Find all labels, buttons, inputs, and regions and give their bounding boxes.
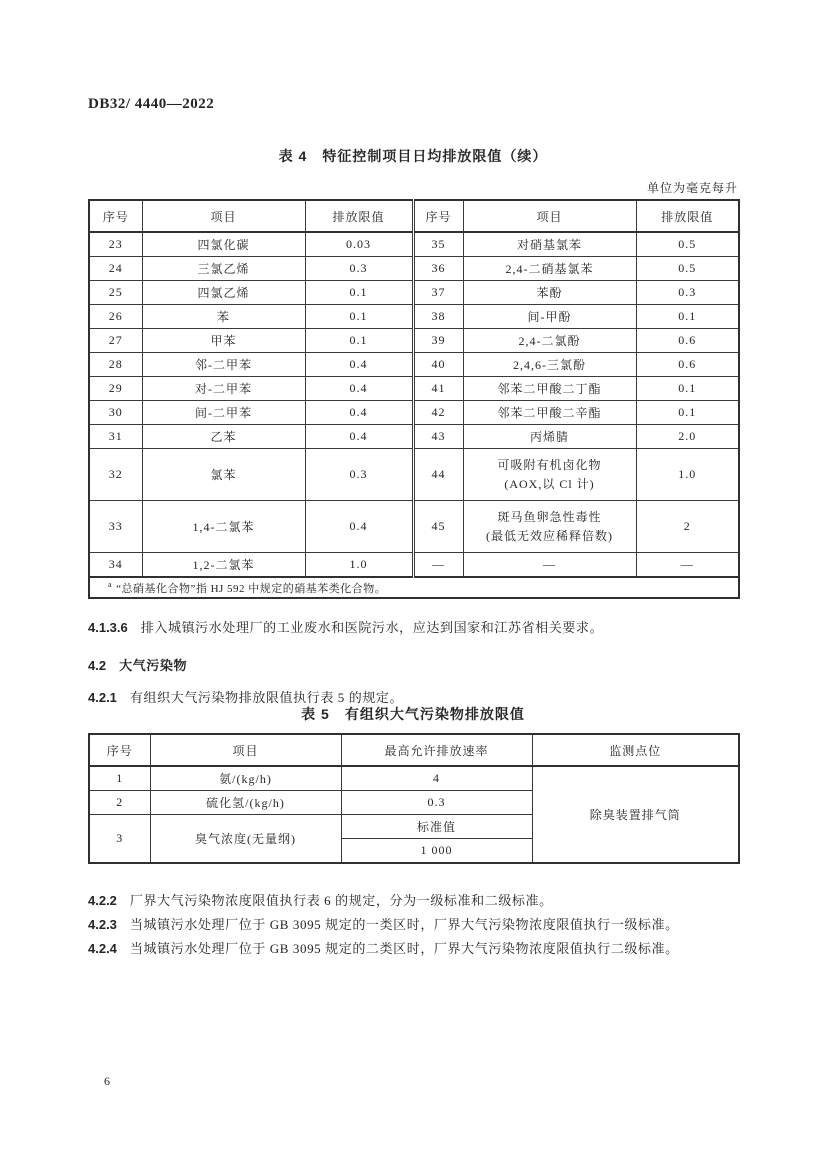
table-cell: 38 [413,305,463,329]
table-cell: 34 [89,553,142,578]
table-cell: 39 [413,329,463,353]
table-cell: 氯苯 [142,449,305,501]
table-cell: 43 [413,425,463,449]
table-cell: 0.4 [305,353,413,377]
table-cell: 2 [89,791,150,815]
clause-number: 4.2.1 [88,690,117,705]
clause-text: 排入城镇污水处理厂的工业废水和医院污水，应达到国家和江苏省相关要求。 [140,620,604,635]
table-cell-line: 可吸附有机卤化物 [497,457,602,472]
table-cell: 间-二甲苯 [142,401,305,425]
table-cell: 邻-二甲苯 [142,353,305,377]
table-cell: 35 [413,232,463,257]
table-cell: 0.5 [636,257,739,281]
table-cell: 0.3 [636,281,739,305]
table-cell: 0.5 [636,232,739,257]
table-cell: 0.4 [305,501,413,553]
table-cell: 间-甲酚 [463,305,636,329]
page-number: 6 [104,1074,110,1088]
table-cell: 甲苯 [142,329,305,353]
table-cell: 0.3 [305,449,413,501]
table-cell: 硫化氢/(kg/h) [150,791,341,815]
table-cell: 0.4 [305,425,413,449]
table-cell: 27 [89,329,142,353]
table4-unit-note: 单位为毫克每升 [646,181,738,195]
clause-number: 4.1.3.6 [88,620,128,635]
table-cell: 4 [341,766,532,791]
table-cell: 24 [89,257,142,281]
table-cell: 36 [413,257,463,281]
table-row [89,501,739,553]
clause-number: 4.2.3 [88,917,117,932]
table-cell: 标准值 [341,815,532,839]
table-cell: 37 [413,281,463,305]
table-row [89,377,739,401]
table-row [89,553,739,578]
table-cell: 32 [89,449,142,501]
table-cell: 0.1 [636,305,739,329]
table4 [88,199,740,599]
table-cell: 42 [413,401,463,425]
clause-4-1-3-6 [88,617,748,636]
table-cell: 2 [636,501,739,553]
clause-number: 4.2.2 [88,893,117,908]
clause-text: 有组织大气污染物排放限值执行表 5 的规定。 [129,690,404,705]
clause-text: 当城镇污水处理厂位于 GB 3095 规定的二类区时，厂界大气污染物浓度限值执行二级标准。 [129,941,679,956]
table4-footnote [89,577,739,598]
table-cell: 2,4-二氯酚 [463,329,636,353]
table-cell: 1.0 [636,449,739,501]
table-cell-line: 斑马鱼卵急性毒性 [497,509,602,524]
table5 [88,733,740,864]
table-row [89,232,739,257]
table-cell: 1.0 [305,553,413,578]
table-cell: 41 [413,377,463,401]
clause-text: 当城镇污水处理厂位于 GB 3095 规定的一类区时，厂界大气污染物浓度限值执行一级标准。 [129,917,679,932]
table-cell: 乙苯 [142,425,305,449]
table-cell: 0.1 [636,401,739,425]
col-header-limit-right: 排放限值 [636,200,739,232]
clause-number: 4.2.4 [88,941,117,956]
table-cell: 2.0 [636,425,739,449]
table-cell: 40 [413,353,463,377]
table-cell: — [636,553,739,578]
table-cell: 四氯化碳 [142,232,305,257]
footnote-marker: a [108,579,113,589]
table4-footnote-row [89,577,739,598]
table5-header-row [89,734,739,766]
table-cell [463,449,636,501]
table-cell: 邻苯二甲酸二丁酯 [463,377,636,401]
table-cell: 1,4-二氯苯 [142,501,305,553]
table-cell: 33 [89,501,142,553]
table-cell: 0.1 [636,377,739,401]
table-cell: 25 [89,281,142,305]
table-cell: 29 [89,377,142,401]
table-row [89,329,739,353]
table-row [89,449,739,501]
table-cell: 臭气浓度(无量纲) [150,815,341,864]
table-cell: 0.3 [341,791,532,815]
clause-4-2-heading [88,655,748,674]
table-cell: 0.4 [305,401,413,425]
clause-number: 4.2 [88,658,107,673]
monitor-point-cell: 除臭装置排气筒 [532,766,739,863]
col-header-item-right: 项目 [463,200,636,232]
table-cell: 苯酚 [463,281,636,305]
table-cell: — [463,553,636,578]
table-row [89,305,739,329]
clause-text: 大气污染物 [119,658,188,673]
col-header-seq-right: 序号 [413,200,463,232]
table-cell: 1 000 [341,839,532,864]
table-cell: 2,4,6-三氯酚 [463,353,636,377]
table-cell: 44 [413,449,463,501]
table-cell: 31 [89,425,142,449]
table-row [89,401,739,425]
table-cell: — [413,553,463,578]
table-cell: 0.6 [636,353,739,377]
table-cell: 3 [89,815,150,864]
table5-title: 表 5 有组织大气污染物排放限值 [301,706,525,722]
table-cell: 30 [89,401,142,425]
clause-text: 厂界大气污染物浓度限值执行表 6 的规定，分为一级标准和二级标准。 [129,893,553,908]
table-row [89,257,739,281]
table-cell: 2,4-二硝基氯苯 [463,257,636,281]
doc-number: DB32/ 4440—2022 [88,96,215,112]
col-header-item-left: 项目 [142,200,305,232]
table-cell: 氨/(kg/h) [150,766,341,791]
table-cell: 45 [413,501,463,553]
col-header-monitor-point: 监测点位 [532,734,739,766]
table-cell: 0.03 [305,232,413,257]
clause-4-2-4 [88,938,748,957]
table-cell: 0.4 [305,377,413,401]
table-row [89,425,739,449]
table-row [89,353,739,377]
table-cell: 23 [89,232,142,257]
col-header-item: 项目 [150,734,341,766]
table-cell: 1,2-二氯苯 [142,553,305,578]
table-cell [463,501,636,553]
table-cell: 0.1 [305,329,413,353]
table-cell: 四氯乙烯 [142,281,305,305]
table-cell: 丙烯腈 [463,425,636,449]
col-header-limit-left: 排放限值 [305,200,413,232]
table-cell: 0.1 [305,281,413,305]
table-cell: 邻苯二甲酸二辛酯 [463,401,636,425]
table-cell: 苯 [142,305,305,329]
col-header-max-rate: 最高允许排放速率 [341,734,532,766]
table-cell: 28 [89,353,142,377]
table4-header-row [89,200,739,232]
footnote-text: “总硝基化合物”指 HJ 592 中规定的硝基苯类化合物。 [116,582,387,595]
table-cell: 1 [89,766,150,791]
col-header-seq: 序号 [89,734,150,766]
table-cell-line: (AOX,以 Cl 计) [504,476,595,491]
table-cell: 对硝基氯苯 [463,232,636,257]
table-row [89,766,739,791]
table-cell: 26 [89,305,142,329]
clause-4-2-3 [88,914,748,933]
table4-title: 表 4 特征控制项目日均排放限值（续） [278,148,548,164]
clause-4-2-2 [88,890,748,909]
table-row [89,281,739,305]
col-header-seq-left: 序号 [89,200,142,232]
table-cell: 0.6 [636,329,739,353]
table-cell-line: (最低无效应稀释倍数) [486,528,613,543]
table-cell: 0.1 [305,305,413,329]
table-cell: 对-二甲苯 [142,377,305,401]
table-cell: 三氯乙烯 [142,257,305,281]
table-cell: 0.3 [305,257,413,281]
